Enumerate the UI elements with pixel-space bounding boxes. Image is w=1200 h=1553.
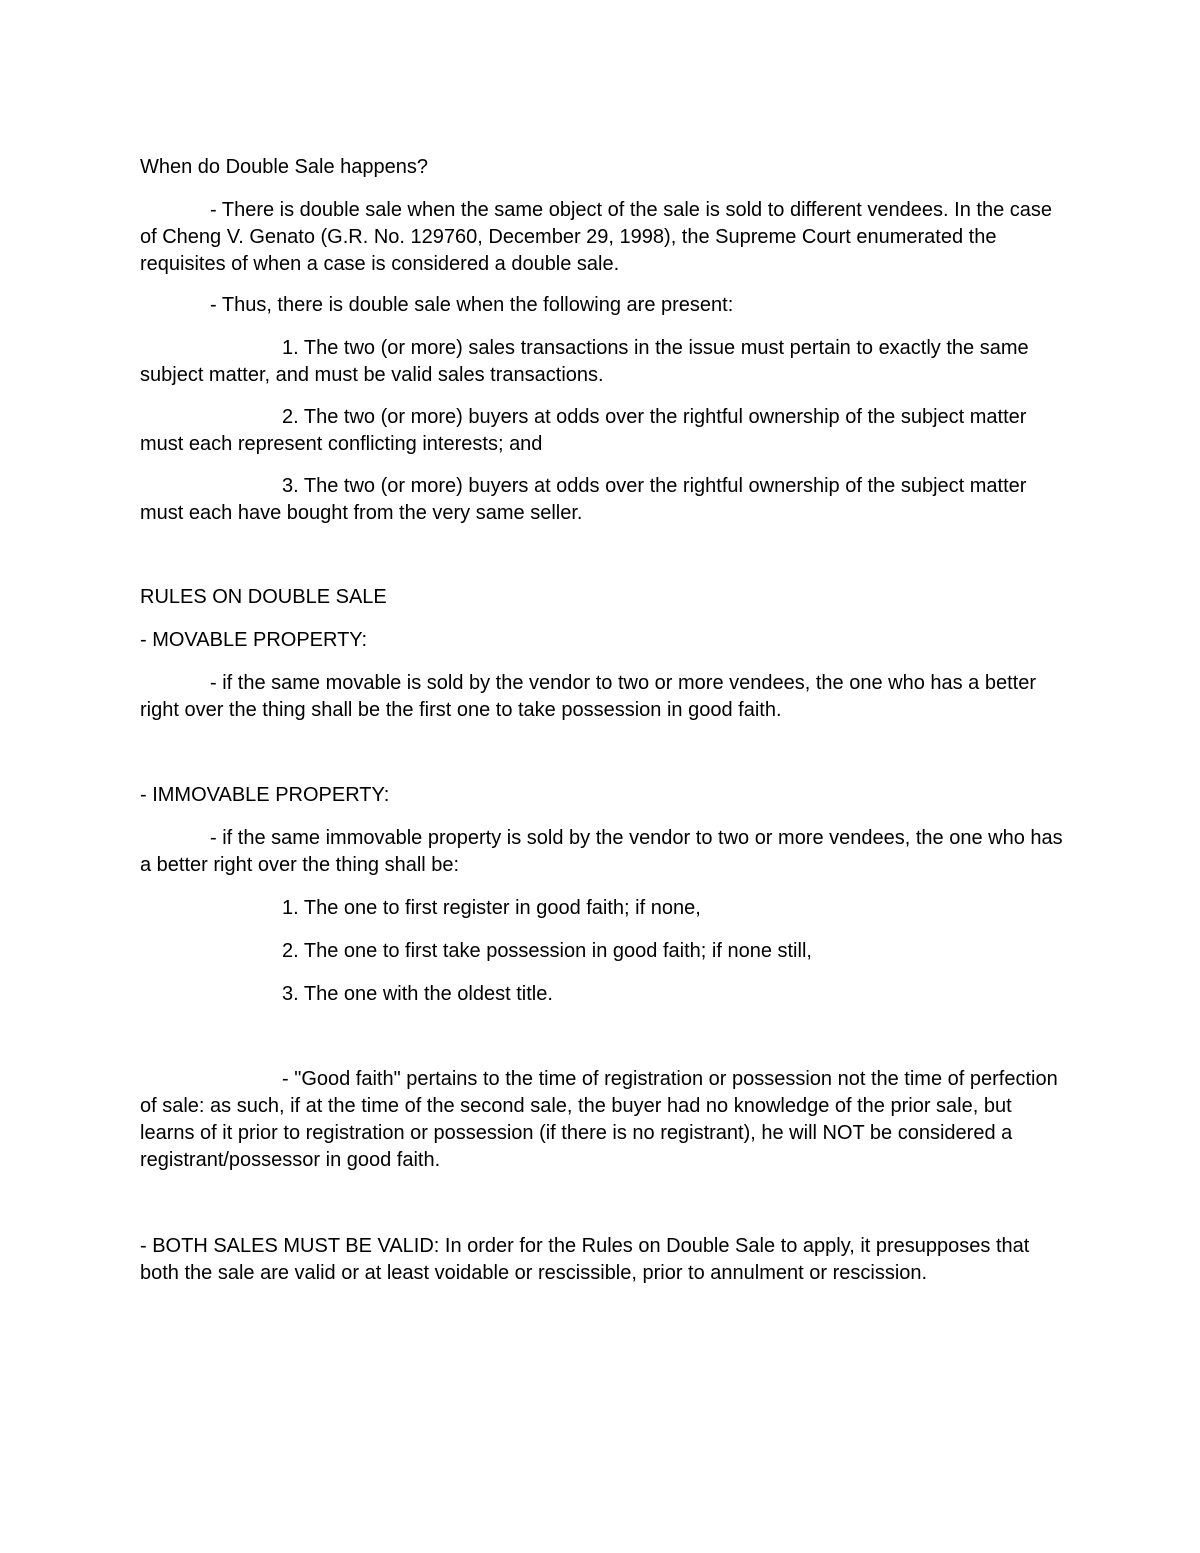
immovable-rule: - if the same immovable property is sold by the vendor to two or more vendees, the one who has a better right over the thing shall be: — [140, 827, 1063, 876]
requisite-item-1: 1. The two (or more) sales transactions in the issue must pertain to exactly the same subject matter, and must be valid sales transactions. — [140, 337, 1029, 386]
good-faith-note: - "Good faith" pertains to the time of registration or possession not the time of perfection of sale: as such, if at the time of the second sale, the buyer had no knowledge of the prior sale, but learns of it prior to registration or possession (if there is no registrant), he will NOT be considered a registrant/possessor in good faith. — [140, 1068, 1058, 1171]
both-valid-paragraph: - BOTH SALES MUST BE VALID: In order for the Rules on Double Sale to apply, it presupposes that both the sale are valid or at least voidable or rescissible, prior to annulment or rescission. — [140, 1235, 1030, 1284]
page-heading: When do Double Sale happens? — [140, 156, 428, 178]
movable-label: - MOVABLE PROPERTY: — [140, 629, 368, 651]
immovable-order-3: 3. The one with the oldest title. — [282, 983, 553, 1005]
immovable-order-1: 1. The one to first register in good faith; if none, — [282, 897, 701, 919]
requisite-item-2: 2. The two (or more) buyers at odds over the rightful ownership of the subject matter must each represent conflicting interests; and — [140, 406, 1027, 455]
movable-rule: - if the same movable is sold by the vendor to two or more vendees, the one who has a better right over the thing shall be the first one to take possession in good faith. — [140, 672, 1037, 721]
definition-paragraph: - There is double sale when the same object of the sale is sold to different vendees. In the case of Cheng V. Genato (G.R. No. 129760, December 29, 1998), the Supreme Court enumerated the requisites of when a case is considered a double sale. — [140, 199, 1052, 275]
requisite-item-3: 3. The two (or more) buyers at odds over the rightful ownership of the subject matter must each have bought from the very same seller. — [140, 475, 1027, 524]
immovable-order-2: 2. The one to first take possession in good faith; if none still, — [282, 940, 812, 962]
rules-heading: RULES ON DOUBLE SALE — [140, 586, 387, 608]
requisites-intro: - Thus, there is double sale when the following are present: — [210, 294, 734, 316]
immovable-label: - IMMOVABLE PROPERTY: — [140, 784, 390, 806]
